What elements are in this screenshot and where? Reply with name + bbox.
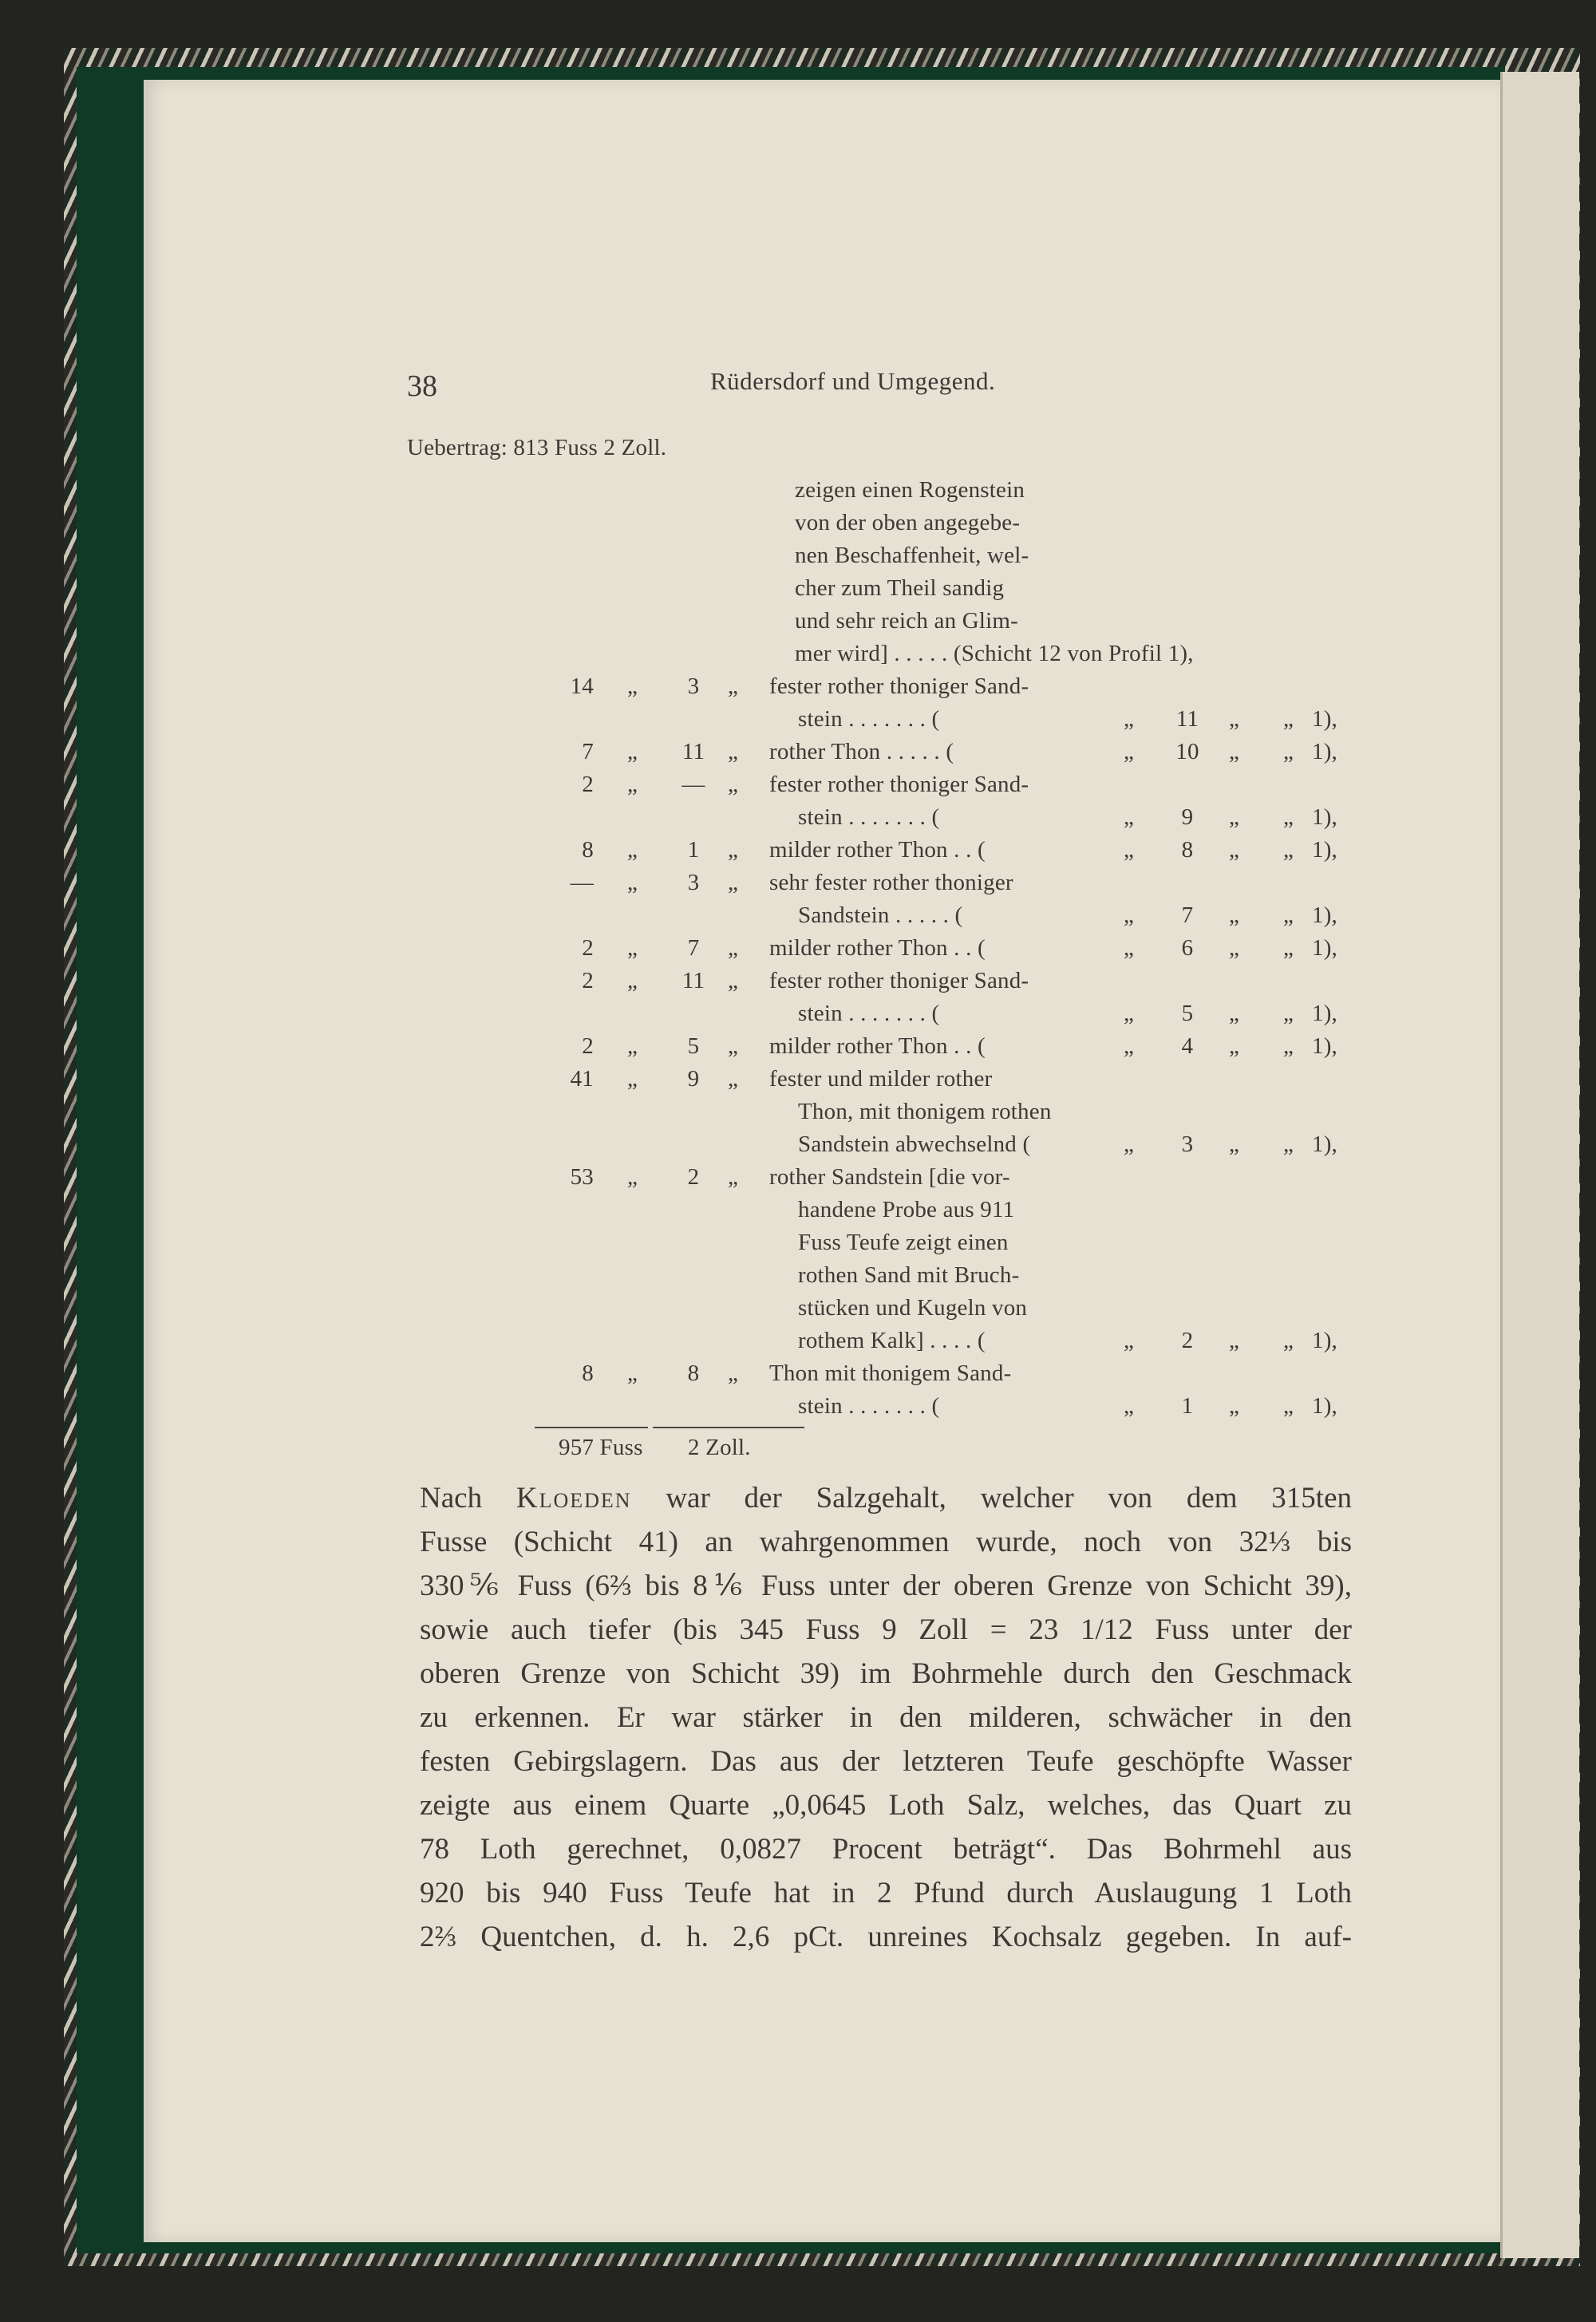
ditto-mark: „	[1229, 1393, 1240, 1419]
profil-reference: 1),	[1312, 739, 1338, 764]
layer-description-line: sehr fester rother thoniger	[769, 870, 1013, 895]
ditto-mark: „	[627, 837, 638, 863]
layer-description-line: milder rother Thon . . (	[769, 1033, 986, 1059]
ditto-mark: „	[1229, 902, 1240, 928]
ditto-mark: „	[1229, 706, 1240, 732]
total-rule-zoll	[653, 1427, 804, 1428]
schicht-number: 5	[1181, 1001, 1194, 1026]
layer-zoll: 9	[687, 1066, 700, 1092]
ditto-mark: „	[728, 837, 739, 863]
layer-description-line: milder rother Thon . . (	[769, 935, 986, 961]
layer-fuss: 8	[582, 1360, 594, 1386]
intro-description-line: zeigen einen Rogenstein	[795, 477, 1025, 503]
layer-fuss: 2	[582, 968, 594, 993]
layer-zoll: 3	[687, 673, 700, 699]
paragraph-line: 2⅔ Quentchen, d. h. 2,6 pCt. unreines Kochsalz gegeben. In auf-	[420, 1921, 1352, 1953]
profil-reference: 1),	[1312, 1131, 1338, 1157]
body-paragraph	[420, 1476, 1352, 1959]
layer-zoll: 7	[687, 935, 700, 961]
ditto-mark: „	[1229, 804, 1240, 830]
layer-description-line: fester rother thoniger Sand-	[769, 772, 1029, 797]
layer-description-line: rother Sandstein [die vor-	[769, 1164, 1010, 1190]
layer-fuss: 2	[582, 772, 594, 797]
layer-zoll: 5	[687, 1033, 700, 1059]
ditto-mark: „	[1283, 902, 1294, 928]
paragraph-line: zu erkennen. Er war stärker in den milderen, schwächer in den	[420, 1701, 1352, 1734]
ditto-mark: „	[1124, 804, 1135, 830]
profil-reference: 1),	[1312, 1328, 1338, 1353]
paragraph-line: oberen Grenze von Schicht 39) im Bohrmehle durch den Geschmack	[420, 1657, 1352, 1690]
layer-description-line: Thon mit thonigem Sand-	[769, 1360, 1012, 1386]
paragraph-line: 78 Loth gerechnet, 0,0827 Procent beträgt“. Das Bohrmehl aus	[420, 1833, 1352, 1866]
ditto-mark: „	[728, 739, 739, 764]
next-page-edge	[1500, 72, 1579, 2258]
schicht-number: 4	[1181, 1033, 1194, 1059]
running-title: Rüdersdorf und Umgegend.	[710, 367, 996, 395]
schicht-number: 8	[1181, 837, 1194, 863]
layer-description-line: fester rother thoniger Sand-	[769, 968, 1029, 993]
layer-fuss: 7	[582, 739, 594, 764]
profil-reference: 1),	[1312, 706, 1338, 732]
layer-description-line: Fuss Teufe zeigt einen	[798, 1230, 1009, 1255]
ditto-mark: „	[627, 870, 638, 895]
schicht-number: 11	[1175, 706, 1199, 732]
layer-description-line: stein . . . . . . . (	[798, 1001, 940, 1026]
ditto-mark: „	[1229, 1131, 1240, 1157]
ditto-mark: „	[1124, 837, 1135, 863]
profil-reference: 1),	[1312, 1001, 1338, 1026]
ditto-mark: „	[1229, 1033, 1240, 1059]
intro-description-line: von der oben angegebe-	[795, 510, 1021, 535]
schicht-number: 9	[1181, 804, 1194, 830]
layer-zoll: 8	[687, 1360, 700, 1386]
ditto-mark: „	[627, 968, 638, 993]
ditto-mark: „	[1283, 1033, 1294, 1059]
ditto-mark: „	[1124, 1328, 1135, 1353]
layer-description-line: handene Probe aus 911	[798, 1197, 1015, 1222]
layer-zoll: 2	[687, 1164, 700, 1190]
layer-fuss: 2	[582, 935, 594, 961]
ditto-mark: „	[1229, 935, 1240, 961]
paragraph-line: 330⅚ Fuss (6⅔ bis 8⅙ Fuss unter der oberen Grenze von Schicht 39),	[420, 1570, 1352, 1602]
ditto-mark: „	[728, 1066, 739, 1092]
paragraph-line: Fusse (Schicht 41) an wahrgenommen wurde, noch von 32⅓ bis	[420, 1526, 1352, 1558]
ditto-mark: „	[728, 1360, 739, 1386]
ditto-mark: „	[1283, 1393, 1294, 1419]
ditto-mark: „	[728, 870, 739, 895]
ditto-mark: „	[1124, 1393, 1135, 1419]
ditto-mark: „	[627, 1164, 638, 1190]
ditto-mark: „	[1283, 706, 1294, 732]
schicht-number: 3	[1181, 1131, 1194, 1157]
schicht-number: 2	[1181, 1328, 1194, 1353]
profil-reference: 1),	[1312, 804, 1338, 830]
total-zoll: 2 Zoll.	[688, 1435, 751, 1460]
total-fuss: 957 Fuss	[559, 1435, 643, 1460]
layer-description-line: rothem Kalk] . . . . (	[798, 1328, 986, 1353]
layer-zoll: —	[681, 772, 705, 797]
intro-description-line: mer wird] . . . . . (Schicht 12 von Profil 1),	[795, 641, 1194, 666]
layer-description-line: stein . . . . . . . (	[798, 1393, 940, 1419]
ditto-mark: „	[728, 935, 739, 961]
ditto-mark: „	[1283, 1328, 1294, 1353]
layer-fuss: 41	[570, 1066, 594, 1092]
total-rule-fuss	[535, 1427, 648, 1428]
profil-reference: 1),	[1312, 1393, 1338, 1419]
profil-reference: 1),	[1312, 902, 1338, 928]
layer-zoll: 11	[681, 968, 705, 993]
layer-fuss: 53	[570, 1164, 594, 1190]
layer-description-line: Sandstein . . . . . (	[798, 902, 963, 928]
ditto-mark: „	[1229, 739, 1240, 764]
layer-fuss: —	[570, 870, 594, 895]
layer-description-line: Thon, mit thonigem rothen	[798, 1099, 1052, 1124]
ditto-mark: „	[1283, 739, 1294, 764]
intro-description-line: cher zum Theil sandig	[795, 575, 1005, 601]
ditto-mark: „	[627, 772, 638, 797]
layer-description-line: fester rother thoniger Sand-	[769, 673, 1029, 699]
ditto-mark: „	[1124, 935, 1135, 961]
profil-reference: 1),	[1312, 935, 1338, 961]
ditto-mark: „	[728, 673, 739, 699]
paragraph-line: Nach Kloeden war der Salzgehalt, welcher von dem 315ten	[420, 1482, 1352, 1514]
schicht-number: 6	[1181, 935, 1194, 961]
layer-description-line: Sandstein abwechselnd (	[798, 1131, 1031, 1157]
schicht-number: 7	[1181, 902, 1194, 928]
schicht-number: 10	[1175, 739, 1199, 764]
ditto-mark: „	[1283, 804, 1294, 830]
page-number: 38	[407, 369, 437, 403]
ditto-mark: „	[1124, 1033, 1135, 1059]
profil-reference: 1),	[1312, 1033, 1338, 1059]
paragraph-line: 920 bis 940 Fuss Teufe hat in 2 Pfund durch Auslaugung 1 Loth	[420, 1877, 1352, 1909]
ditto-mark: „	[1124, 706, 1135, 732]
layer-description-line: milder rother Thon . . (	[769, 837, 986, 863]
ditto-mark: „	[1124, 739, 1135, 764]
ditto-mark: „	[1124, 902, 1135, 928]
layer-fuss: 8	[582, 837, 594, 863]
layer-fuss: 14	[570, 673, 594, 699]
layer-description-line: stein . . . . . . . (	[798, 804, 940, 830]
ditto-mark: „	[1229, 1001, 1240, 1026]
paragraph-line: sowie auch tiefer (bis 345 Fuss 9 Zoll = 23 1/12 Fuss unter der	[420, 1613, 1352, 1646]
ditto-mark: „	[627, 1360, 638, 1386]
ditto-mark: „	[1229, 837, 1240, 863]
layer-fuss: 2	[582, 1033, 594, 1059]
profil-reference: 1),	[1312, 837, 1338, 863]
layer-description-line: rothen Sand mit Bruch-	[798, 1262, 1020, 1288]
ditto-mark: „	[728, 1164, 739, 1190]
ditto-mark: „	[1283, 1001, 1294, 1026]
layer-zoll: 1	[687, 837, 700, 863]
ditto-mark: „	[627, 1066, 638, 1092]
intro-description-line: nen Beschaffenheit, wel-	[795, 543, 1029, 568]
layer-description-line: rother Thon . . . . . (	[769, 739, 954, 764]
layer-zoll: 3	[687, 870, 700, 895]
ditto-mark: „	[627, 1033, 638, 1059]
ditto-mark: „	[1283, 837, 1294, 863]
layer-description-line: fester und milder rother	[769, 1066, 993, 1092]
ditto-mark: „	[1124, 1131, 1135, 1157]
ditto-mark: „	[728, 968, 739, 993]
ditto-mark: „	[1229, 1328, 1240, 1353]
ditto-mark: „	[728, 1033, 739, 1059]
ditto-mark: „	[627, 935, 638, 961]
schicht-number: 1	[1181, 1393, 1194, 1419]
ditto-mark: „	[728, 772, 739, 797]
ditto-mark: „	[627, 673, 638, 699]
layer-description-line: stücken und Kugeln von	[798, 1295, 1028, 1321]
ditto-mark: „	[1283, 1131, 1294, 1157]
intro-description-line: und sehr reich an Glim-	[795, 608, 1019, 634]
carry-over-total: Uebertrag: 813 Fuss 2 Zoll.	[407, 435, 667, 460]
ditto-mark: „	[1124, 1001, 1135, 1026]
ditto-mark: „	[1283, 935, 1294, 961]
ditto-mark: „	[627, 739, 638, 764]
layer-description-line: stein . . . . . . . (	[798, 706, 940, 732]
paragraph-line: festen Gebirgslagern. Das aus der letzteren Teufe geschöpfte Wasser	[420, 1745, 1352, 1778]
layer-zoll: 11	[681, 739, 705, 764]
paragraph-line: zeigte aus einem Quarte „0,0645 Loth Salz, welches, das Quart zu	[420, 1789, 1352, 1822]
